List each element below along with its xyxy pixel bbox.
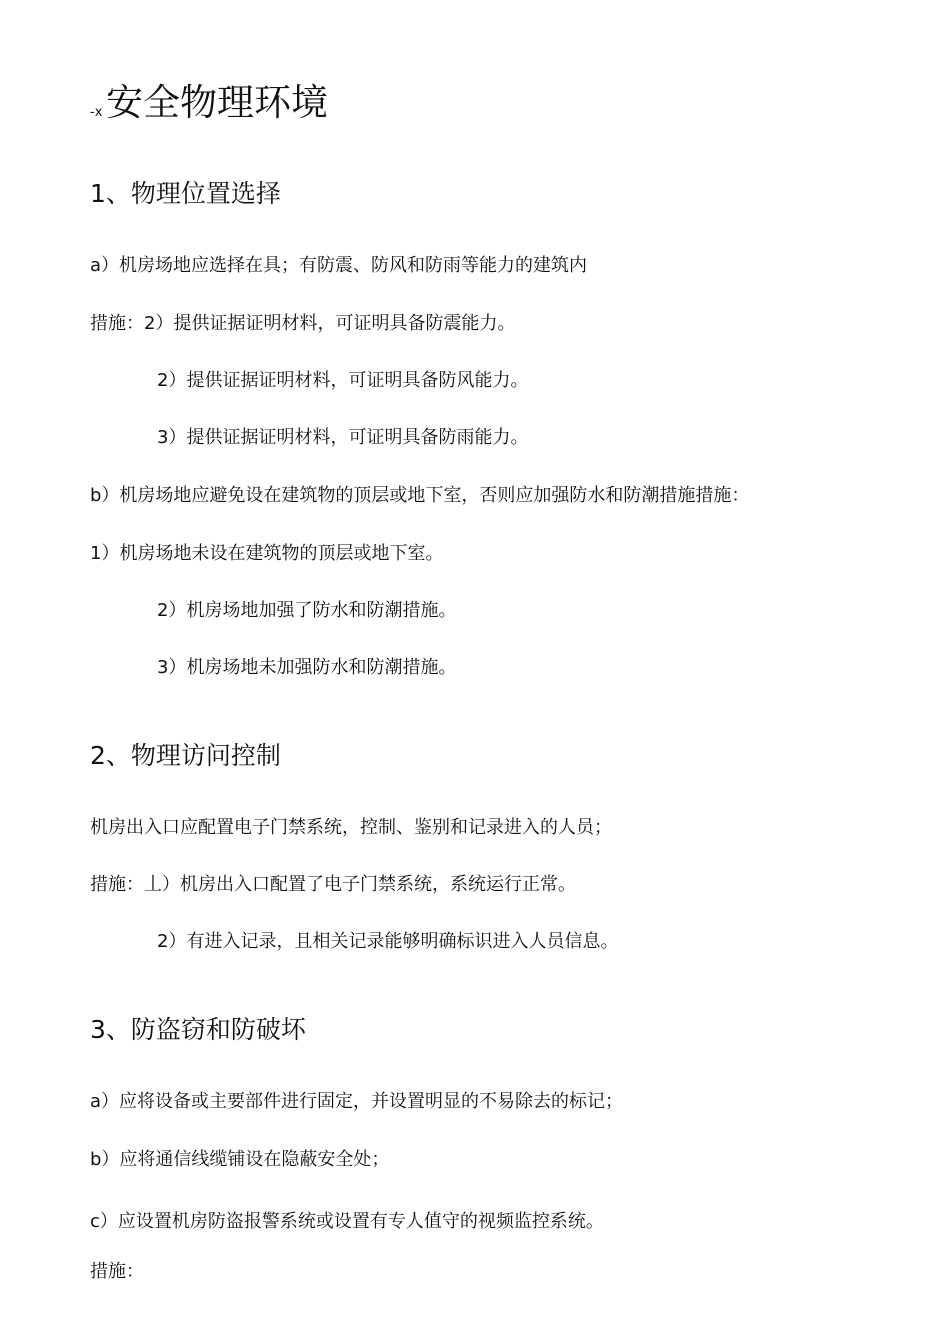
measure-line: 2）有进入记录，且相关记录能够明确标识进入人员信息。 [157, 931, 619, 952]
paragraph: b）应将通信线缆铺设在隐蔽安全处； [90, 1149, 390, 1170]
paragraph: c）应设置机房防盗报警系统或设置有专人值守的视频监控系统。 [90, 1211, 604, 1232]
section-heading: 2、物理访问控制 [90, 741, 281, 770]
title-prefix: -x [90, 105, 103, 120]
section-heading: 1、物理位置选择 [90, 179, 281, 208]
measure-label: 措施： [90, 1261, 144, 1282]
measure-line: 2）机房场地加强了防水和防潮措施。 [157, 600, 457, 621]
measure-line: 2）提供证据证明材料，可证明具备防风能力。 [157, 370, 529, 391]
paragraph: 机房出入口应配置电子门禁系统，控制、鉴别和记录进入的人员； [90, 817, 612, 838]
section-heading: 3、防盗窃和防破坏 [90, 1015, 306, 1044]
measure-line: 1）机房场地未设在建筑物的顶层或地下室。 [90, 543, 444, 564]
measure-line: 3）机房场地未加强防水和防潮措施。 [157, 657, 457, 678]
paragraph: a）机房场地应选择在具；有防震、防风和防雨等能力的建筑内 [90, 255, 588, 276]
page-title: 安全物理环境 [106, 81, 328, 124]
measure-line: 措施：2）提供证据证明材料，可证明具备防震能力。 [90, 313, 516, 334]
paragraph: a）应将设备或主要部件进行固定，并设置明显的不易除去的标记； [90, 1091, 624, 1112]
measure-line: 3）提供证据证明材料，可证明具备防雨能力。 [157, 427, 529, 448]
measure-line: 措施：丄）机房出入口配置了电子门禁系统，系统运行正常。 [90, 874, 576, 895]
paragraph: b）机房场地应避免设在建筑物的顶层或地下室，否则应加强防水和防潮措施措施： [90, 485, 750, 506]
